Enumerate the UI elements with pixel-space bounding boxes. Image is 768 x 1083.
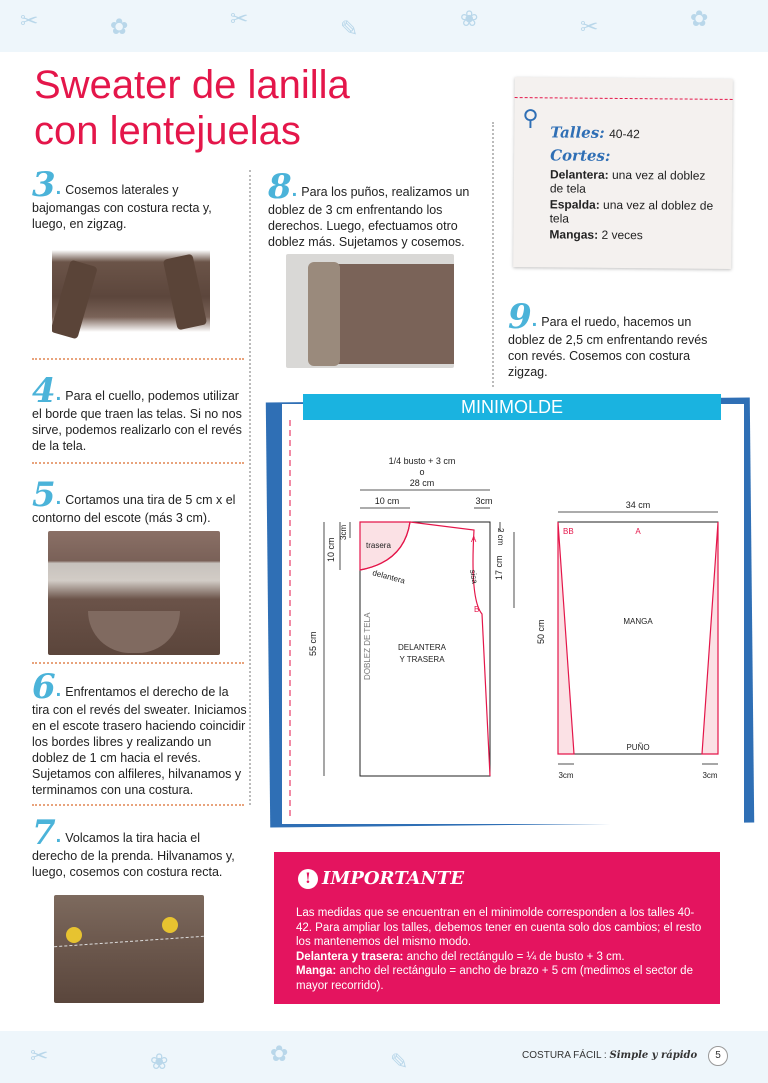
section-divider [32, 358, 244, 360]
important-title: IMPORTANTE [322, 868, 465, 889]
front-piece-label-1: DELANTERA [397, 643, 447, 652]
point-a-front: A [471, 535, 477, 544]
exclamation-icon: ! [298, 869, 318, 889]
front-width-line1: 1/4 busto + 3 cm [388, 456, 456, 466]
armhole-depth-label: 17 cm [494, 555, 504, 580]
page-title [34, 62, 350, 154]
label-sisa: sisa [468, 568, 480, 585]
point-a-sleeve: A [635, 527, 641, 536]
step-7-photo-basting [54, 895, 204, 1003]
step-4: 4. Para el cuello, podemos utilizar el borde que traen las telas. Si no nos sirve, podemos realizarlo con el revés de la tela. [32, 371, 242, 453]
important-paragraph: Las medidas que se encuentran en el minimolde corresponden a los talles 40-42. Para ampliar los talles, debemos tener en cuenta solo dos cambios; el resto los mantenemos del mismo modo. [296, 907, 702, 948]
step-7: 7. Volcamos la tira hacia el derecho de la prenda. Hilvanamos y, luego, cosemos con costura recta. [32, 813, 235, 879]
step-3: 3. Cosemos laterales y bajomangas con costura recta y, luego, en zigzag. [32, 165, 212, 231]
sizes-note-card [513, 77, 733, 269]
section-divider [32, 662, 244, 664]
shoulder-width-label: 3cm [475, 496, 493, 506]
shoulder-drop-left-label: 3cm [339, 524, 348, 540]
scissors-doodle-icon: ✂ [230, 6, 249, 31]
page-number: 5 [708, 1046, 728, 1066]
step-number: 6 [32, 667, 56, 707]
button-doodle-icon: ✂ [20, 8, 39, 33]
sleeve-piece-outline [558, 522, 718, 754]
step-text: Para el cuello, podemos utilizar el borde que traen las telas. Si no nos sirve, podemos realizarlo con el revés de la tela. [32, 389, 242, 453]
talles-label: Talles: [550, 123, 605, 142]
section-divider [32, 804, 244, 806]
sleeve-piece-label: MANGA [623, 617, 653, 626]
pin-doodle-icon: ✎ [390, 1049, 409, 1074]
point-b-front: B [474, 605, 480, 614]
front-width-line2: o [419, 467, 425, 477]
scissors-doodle-icon: ✂ [580, 14, 599, 39]
corte-espalda: Espalda: una vez al doblez de tela [549, 197, 714, 226]
shoulder-drop-right-label: 2 cm [496, 528, 505, 546]
title-line-1: Sweater de lanilla [34, 63, 350, 107]
important-heading [298, 868, 464, 889]
step-number: 3 [32, 165, 56, 205]
front-piece-label-2: Y TRASERA [399, 655, 445, 664]
label-delantera: delantera [371, 568, 407, 586]
step-number: 5 [32, 475, 56, 515]
button-doodle-icon: ❀ [150, 1049, 169, 1074]
sleeve-width-label: 34 cm [625, 500, 651, 510]
sleeve-left-hatch [558, 522, 574, 754]
page-footer [522, 1046, 728, 1066]
sleeve-height-label: 50 cm [536, 619, 546, 644]
top-decorative-band [0, 0, 768, 52]
front-width-line3: 28 cm [409, 478, 435, 488]
step-5: 5. Cortamos una tira de 5 cm x el contorno del escote (más 3 cm). [32, 475, 236, 525]
step-text: Para los puños, realizamos un doblez de 3 cm enfrentando los derechos. Luego, efectuamos otro doblez más. Sujetamos y cosemos. [268, 185, 470, 249]
step-text: Enfrentamos el derecho de la tira con el revés del sweater. Iniciamos en el escote trasero haciendo coincidir los bordes libres y realizando un doblez de 1 cm hacia el revés. Sujetamos con alfileres, hilvanamos y terminamos con una costura. [32, 685, 247, 797]
right-inset-label: 3cm [702, 771, 718, 780]
thread-doodle-icon: ✿ [690, 6, 709, 31]
important-sleeve-label: Manga: [296, 965, 337, 977]
important-front-text: ancho del rectángulo = ¼ de busto + 3 cm. [406, 950, 625, 963]
safety-pin-icon: ⚲ [522, 105, 539, 131]
thread-doodle-icon: ✿ [110, 14, 129, 39]
important-body [296, 906, 706, 993]
step-5-photo-neck-strip [48, 531, 220, 655]
step-3-photo-sweater [52, 242, 210, 342]
pin-doodle-icon: ✎ [340, 16, 359, 41]
corte-mangas: Mangas: 2 veces [549, 227, 643, 243]
step-text: Para el ruedo, hacemos un doblez de 2,5 cm enfrentando revés con revés. Cosemos con costura zigzag. [508, 315, 708, 379]
corte-delantera: Delantera: una vez al doblez de tela [549, 167, 706, 196]
sleeve-right-hatch [702, 522, 718, 754]
step-text: Cosemos laterales y bajomangas con costura recta y, luego, en zigzag. [32, 183, 212, 231]
step-number: 9 [508, 297, 532, 337]
fold-label: DOBLEZ DE TELA [363, 612, 372, 680]
cuff-label: PUÑO [626, 743, 650, 752]
column-divider [492, 122, 494, 387]
scissors-doodle-icon: ✂ [30, 1043, 49, 1068]
pattern-diagram [282, 420, 744, 820]
step-number: 7 [32, 813, 56, 853]
height-label: 55 cm [308, 631, 318, 656]
step-6: 6. Enfrentamos el derecho de la tira con el revés del sweater. Iniciamos en el escote trasero haciendo coincidir los bordes libres y realizando un doblez de 1 cm hacia el revés. Sujetamos con alfileres, hilvanamos y terminamos con una costura. [32, 667, 247, 797]
step-8: 8. Para los puños, realizamos un doblez de 3 cm enfrentando los derechos. Luego, efectuamos otro doblez más. Sujetamos y cosemos. [268, 167, 470, 249]
section-name: Simple y rápido [609, 1050, 698, 1061]
neck-width-label: 10 cm [374, 496, 400, 506]
button-doodle-icon: ❀ [460, 6, 479, 31]
left-inset-label: 3cm [558, 771, 574, 780]
title-line-2: con lentejuelas [34, 109, 301, 153]
step-text: Volcamos la tira hacia el derecho de la prenda. Hilvanamos y, luego, cosemos con costura recta. [32, 831, 235, 879]
thread-doodle-icon: ✿ [270, 1041, 289, 1066]
step-number: 8 [268, 167, 292, 207]
important-sleeve-text: ancho del rectángulo = ancho de brazo + 5 cm (medimos el sector de mayor recorrido). [296, 965, 693, 992]
point-bb: BB [563, 527, 574, 536]
cortes-label: Cortes: [550, 146, 611, 165]
cortes-list [549, 167, 720, 242]
step-9: 9. Para el ruedo, hacemos un doblez de 2,5 cm enfrentando revés con revés. Cosemos con costura zigzag. [508, 297, 708, 379]
step-8-photo-cuff [286, 254, 454, 368]
important-box [274, 852, 720, 1004]
note-tear-line [515, 97, 733, 100]
important-front-label: Delantera y trasera: [296, 950, 404, 963]
column-divider [249, 170, 251, 805]
minimolde-title: MINIMOLDE [303, 394, 721, 420]
label-trasera: trasera [366, 541, 391, 550]
talles-value: 40-42 [609, 126, 640, 142]
section-divider [32, 462, 244, 464]
neck-depth-label: 10 cm [326, 537, 336, 562]
step-number: 4 [32, 371, 56, 411]
magazine-name: COSTURA FÁCIL : [522, 1050, 607, 1061]
step-text: Cortamos una tira de 5 cm x el contorno del escote (más 3 cm). [32, 493, 236, 525]
